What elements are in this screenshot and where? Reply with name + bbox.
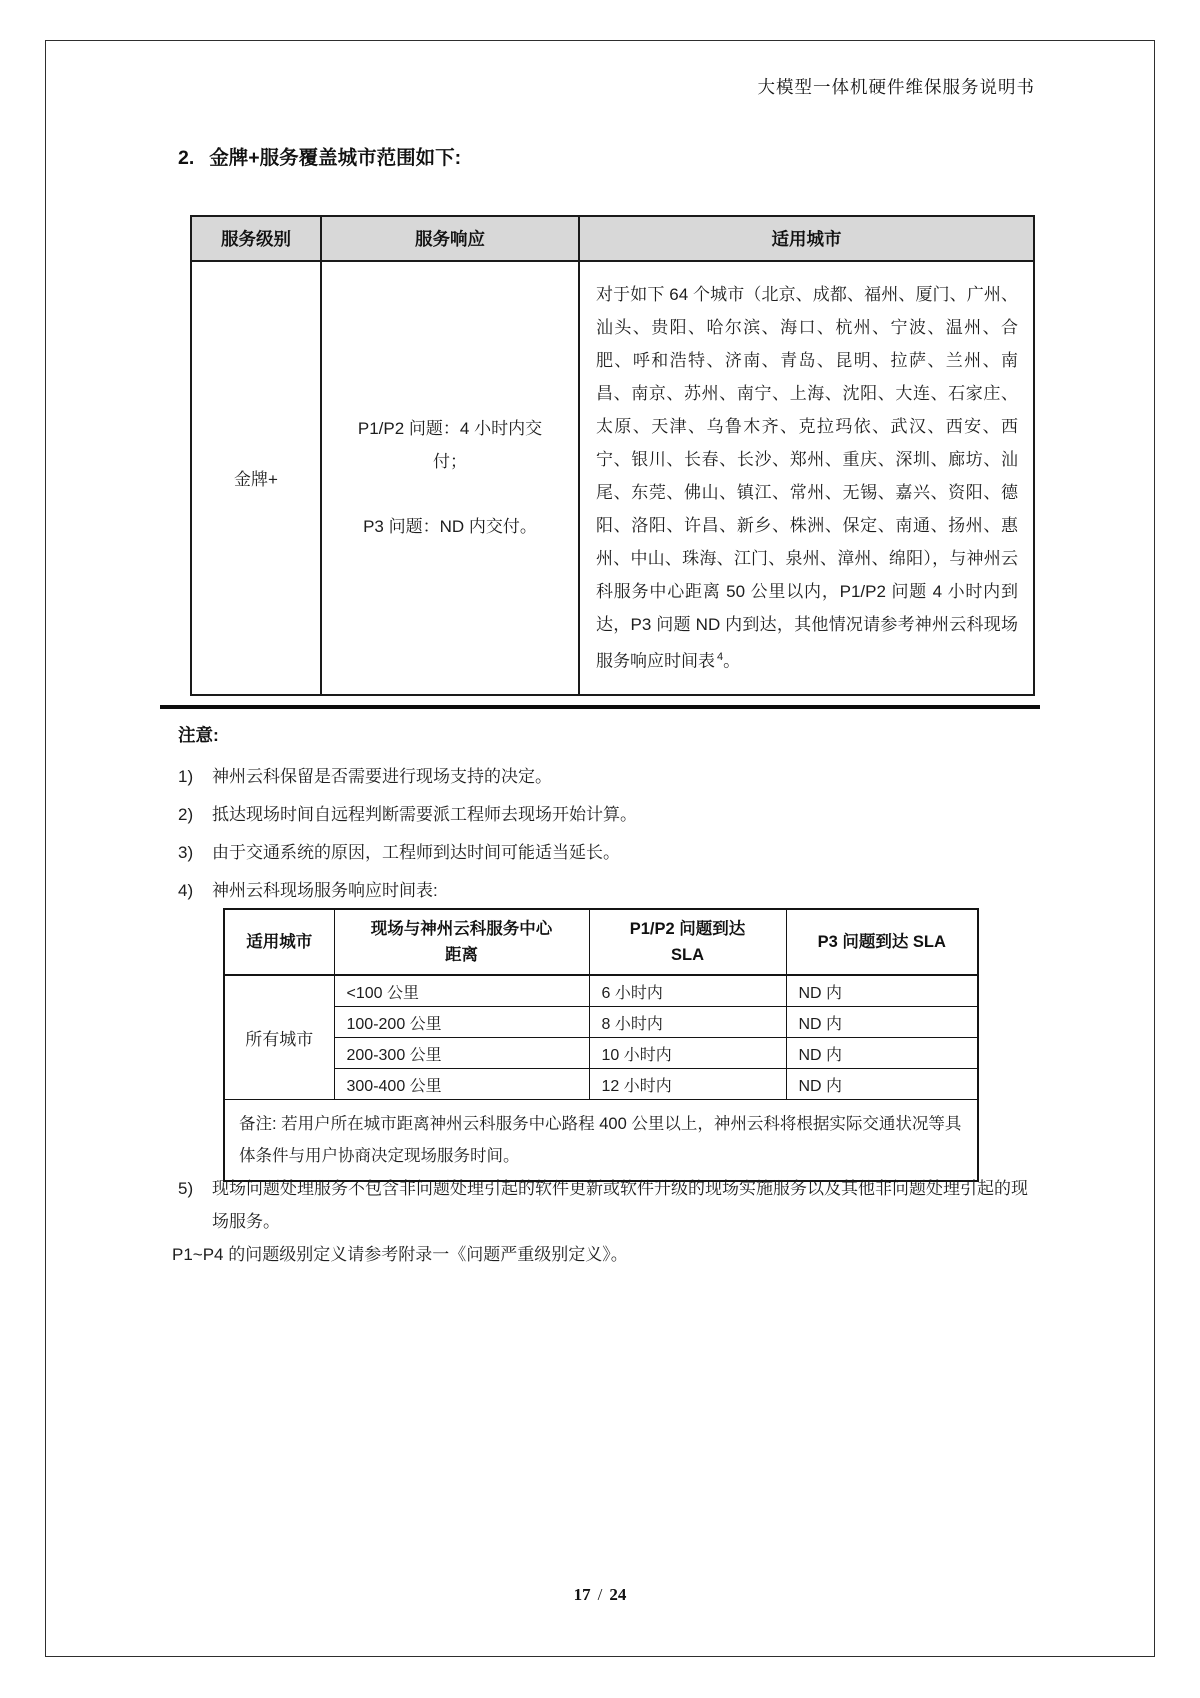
remark-row bbox=[224, 1100, 978, 1182]
note-item-3 bbox=[178, 838, 1044, 863]
note-item-5 bbox=[178, 1172, 1044, 1238]
table-row bbox=[224, 975, 978, 1007]
header-service-response: 服务响应 bbox=[321, 216, 579, 261]
section-number: 2. bbox=[178, 147, 195, 169]
section-divider-rule bbox=[160, 705, 1040, 709]
note-5-number: 5) bbox=[178, 1179, 194, 1198]
table-row bbox=[224, 1007, 978, 1038]
footnote-reference: 4 bbox=[717, 651, 724, 663]
response-p3-text: P3 问题：ND 内交付。 bbox=[363, 517, 537, 537]
note-4-number: 4) bbox=[178, 881, 194, 900]
note-1-text: 神州云科保留是否需要进行现场支持的决定。 bbox=[212, 767, 552, 786]
table-row bbox=[224, 1069, 978, 1100]
page-number-total: 24 bbox=[609, 1585, 627, 1604]
note-item-1 bbox=[178, 762, 1044, 787]
service-table-body-row bbox=[191, 261, 1034, 695]
header-p3-sla: P3 问题到达 SLA bbox=[786, 909, 978, 975]
p3-sla-cell: ND 内 bbox=[786, 1069, 978, 1100]
cities-text-suffix: 。 bbox=[723, 651, 741, 671]
note-2-text: 抵达现场时间自远程判断需要派工程师去现场开始计算。 bbox=[212, 805, 637, 824]
distance-cell: 200-300 公里 bbox=[334, 1038, 589, 1069]
page-number-separator: / bbox=[597, 1585, 603, 1604]
cities-text: 对于如下 64 个城市（北京、成都、福州、厦门、广州、汕头、贵阳、哈尔滨、海口、杭州、宁波、温州、合肥、呼和浩特、济南、青岛、昆明、拉萨、兰州、南昌、南京、苏州、南宁、上海、沈阳、大连、石家庄、太原、天津、乌鲁木齐、克拉玛依、武汉、西安、西宁、银川、长春、长沙、郑州、重庆、深圳、廊坊、汕尾、东莞、佛山、镇江、常州、无锡、嘉兴、资阳、德阳、洛阳、许昌、新乡、株洲、保定、南通、扬州、惠州、中山、珠海、江门、泉州、漳州、绵阳），与神州云科服务中心距离 50 公里以内，P1/P2 问题 4 小时内到达，P3 问题 ND 内到达，其他情况请参考神州云科现场服务响应时间表 bbox=[596, 285, 1018, 671]
header-applicable-cities: 适用城市 bbox=[579, 216, 1034, 261]
section-heading bbox=[178, 142, 461, 170]
response-time-table bbox=[223, 908, 979, 1182]
service-table-header-row bbox=[191, 216, 1034, 261]
notes-label: 注意: bbox=[178, 725, 219, 745]
header-distance-line1: 现场与神州云科服务中心 bbox=[370, 920, 553, 938]
note-4-text: 神州云科现场服务响应时间表: bbox=[212, 881, 438, 900]
note-item-4 bbox=[178, 876, 1044, 901]
header-city-scope: 适用城市 bbox=[224, 909, 334, 975]
p1p2-sla-cell: 8 小时内 bbox=[589, 1007, 786, 1038]
note-item-2 bbox=[178, 800, 1044, 825]
header-p1p2-sla bbox=[589, 909, 786, 975]
response-table-header-row bbox=[224, 909, 978, 975]
section-title: 金牌+服务覆盖城市范围如下: bbox=[209, 147, 462, 169]
note-2-number: 2) bbox=[178, 805, 194, 824]
city-scope-cell: 所有城市 bbox=[224, 975, 334, 1100]
page-footer bbox=[0, 1585, 1200, 1605]
distance-cell: 300-400 公里 bbox=[334, 1069, 589, 1100]
p3-sla-cell: ND 内 bbox=[786, 1007, 978, 1038]
response-p1p2-text: P1/P2 问题：4 小时内交付； bbox=[357, 419, 543, 472]
p1p2-sla-cell: 10 小时内 bbox=[589, 1038, 786, 1069]
document-header-title: 大模型一体机硬件维保服务说明书 bbox=[757, 77, 1035, 97]
distance-cell: 100-200 公里 bbox=[334, 1007, 589, 1038]
closing-statement: P1~P4 的问题级别定义请参考附录一《问题严重级别定义》。 bbox=[172, 1245, 628, 1264]
p3-sla-cell: ND 内 bbox=[786, 975, 978, 1007]
p1p2-sla-cell: 6 小时内 bbox=[589, 975, 786, 1007]
header-distance-line2: 距离 bbox=[445, 946, 478, 964]
service-level-cell: 金牌+ bbox=[191, 261, 321, 695]
note-3-text: 由于交通系统的原因，工程师到达时间可能适当延长。 bbox=[212, 843, 620, 862]
header-p1p2-line1: P1/P2 问题到达 bbox=[629, 920, 746, 938]
header-distance bbox=[334, 909, 589, 975]
note-5-text: 现场问题处理服务不包含非问题处理引起的软件更新或软件升级的现场实施服务以及其他非问题处理引起的现场服务。 bbox=[212, 1179, 1028, 1231]
cities-paragraph bbox=[596, 278, 1018, 678]
service-coverage-table bbox=[190, 215, 1035, 696]
page-number-current: 17 bbox=[573, 1585, 591, 1604]
distance-cell: <100 公里 bbox=[334, 975, 589, 1007]
table-row bbox=[224, 1038, 978, 1069]
p1p2-sla-cell: 12 小时内 bbox=[589, 1069, 786, 1100]
service-response-cell bbox=[321, 261, 579, 695]
note-3-number: 3) bbox=[178, 843, 194, 862]
header-p1p2-line2: SLA bbox=[671, 946, 704, 964]
remark-cell: 备注: 若用户所在城市距离神州云科服务中心路程 400 公里以上，神州云科将根据实际交通状况等具体条件与用户协商决定现场服务时间。 bbox=[224, 1100, 978, 1182]
applicable-cities-cell bbox=[579, 261, 1034, 695]
p3-sla-cell: ND 内 bbox=[786, 1038, 978, 1069]
note-1-number: 1) bbox=[178, 767, 194, 786]
header-service-level: 服务级别 bbox=[191, 216, 321, 261]
